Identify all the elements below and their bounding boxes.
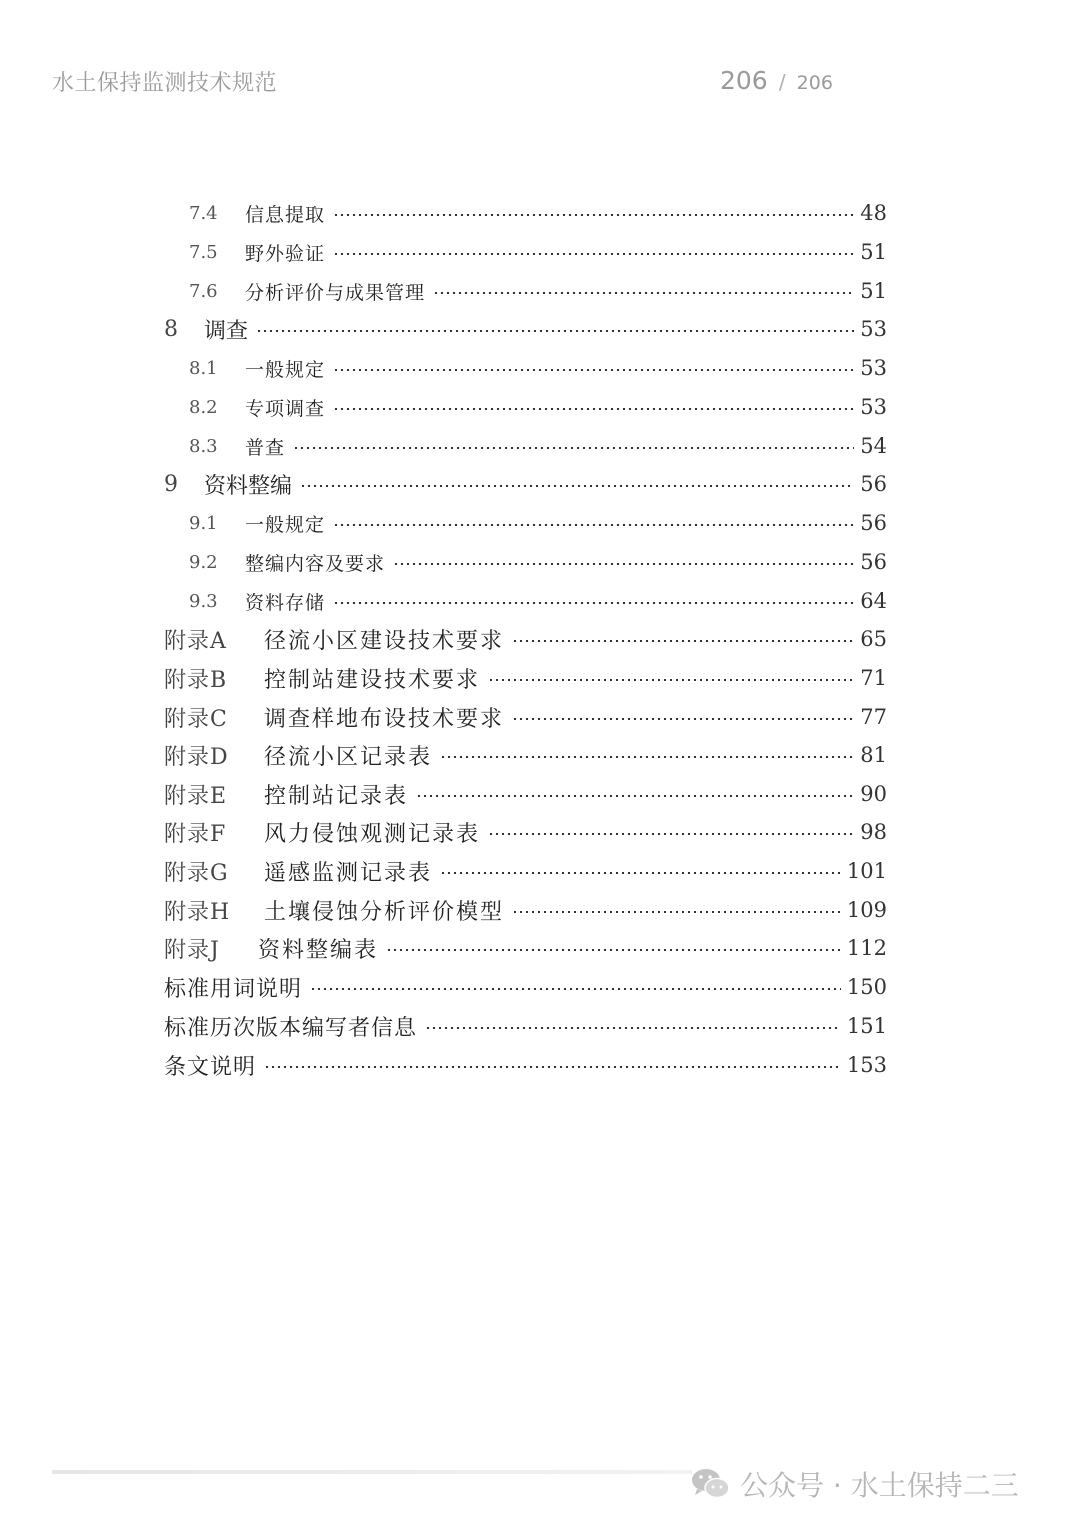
toc-entry-number: 8.1 — [189, 357, 218, 379]
toc-entry-title: 标准用词说明 — [164, 976, 303, 1002]
toc-entry-page: 112 — [846, 936, 887, 960]
toc-entry — [189, 237, 887, 267]
toc-entry-title: 资料整编表 — [258, 937, 379, 963]
toc-entry — [189, 508, 887, 538]
toc-appendix-entry — [164, 933, 887, 963]
toc-entry-number: 7.6 — [189, 280, 218, 302]
toc-chapter-entry — [164, 469, 887, 499]
toc-entry-page: 51 — [860, 240, 887, 264]
toc-entry-title: 普查 — [245, 436, 286, 459]
toc-entry-page: 53 — [860, 395, 887, 419]
page-separator: / — [778, 70, 786, 94]
toc-entry — [164, 1011, 887, 1041]
toc-entry-title: 一般规定 — [245, 358, 326, 381]
toc-entry-title: 信息提取 — [245, 203, 326, 226]
toc-entry-title: 径流小区记录表 — [264, 744, 433, 770]
dot-leader — [425, 1027, 841, 1029]
toc-entry-title: 控制站建设技术要求 — [264, 667, 481, 693]
wechat-icon — [690, 1466, 732, 1502]
toc-entry-title: 控制站记录表 — [264, 783, 409, 809]
footer-divider — [52, 1470, 692, 1474]
toc-entry-title: 一般规定 — [245, 513, 326, 536]
toc-entry-page: 65 — [860, 627, 887, 651]
toc-entry-number: 9 — [164, 471, 178, 497]
dot-leader — [488, 833, 854, 835]
dot-leader — [264, 1066, 841, 1068]
dot-leader — [256, 330, 854, 332]
toc-entry-page: 98 — [860, 820, 887, 844]
dot-leader — [310, 988, 841, 990]
dot-leader — [416, 795, 854, 797]
toc-entry — [164, 1050, 887, 1080]
toc-entry-title: 风力侵蚀观测记录表 — [264, 821, 481, 847]
toc-entry — [189, 586, 887, 616]
toc-entry-page: 77 — [860, 705, 887, 729]
toc-entry-page: 71 — [860, 666, 887, 690]
dot-leader — [333, 408, 854, 410]
dot-leader — [333, 369, 854, 371]
toc-entry-page: 56 — [860, 511, 887, 535]
toc-appendix-entry — [164, 895, 887, 925]
toc-entry-number: 附录C — [164, 706, 228, 732]
dot-leader — [393, 563, 854, 565]
toc-entry-number: 9.2 — [189, 551, 218, 573]
toc-entry-page: 56 — [860, 550, 887, 574]
dot-leader — [512, 640, 854, 642]
toc-entry-title: 专项调查 — [245, 397, 326, 420]
toc-entry-number: 9.3 — [189, 590, 218, 612]
toc-appendix-entry — [164, 817, 887, 847]
toc-appendix-entry — [164, 856, 887, 886]
toc-entry-title: 条文说明 — [164, 1054, 257, 1080]
watermark — [690, 1462, 1019, 1506]
toc-entry-number: 附录F — [164, 821, 227, 847]
dot-leader — [333, 253, 854, 255]
toc-entry-page: 101 — [846, 859, 887, 883]
dot-leader — [488, 679, 854, 681]
toc-entry-number: 附录E — [164, 783, 228, 809]
document-header — [0, 0, 1080, 120]
toc-entry-page: 51 — [860, 279, 887, 303]
toc-entry-number: 附录G — [164, 860, 229, 886]
toc-entry-page: 53 — [860, 317, 887, 341]
toc-entry-title: 径流小区建设技术要求 — [264, 628, 505, 654]
toc-entry-page: 54 — [860, 434, 887, 458]
toc-entry-title: 资料整编 — [204, 473, 293, 499]
page-indicator — [720, 66, 833, 95]
toc-entry-title: 遥感监测记录表 — [264, 860, 433, 886]
toc-entry-page: 151 — [846, 1014, 887, 1038]
toc-entry-page: 81 — [860, 743, 887, 767]
toc-entry — [164, 972, 887, 1002]
toc-entry-title: 标准历次版本编写者信息 — [164, 1015, 418, 1041]
toc-entry — [189, 276, 887, 306]
toc-entry-page: 56 — [860, 472, 887, 496]
toc-entry-title: 野外验证 — [245, 242, 326, 265]
toc-entry-page: 48 — [860, 201, 887, 225]
toc-entry-title: 土壤侵蚀分析评价模型 — [264, 899, 505, 925]
toc-entry — [189, 547, 887, 577]
toc-entry — [189, 431, 887, 461]
current-page-number: 206 — [720, 66, 768, 95]
toc-entry-page: 150 — [846, 975, 887, 999]
dot-leader — [512, 718, 854, 720]
toc-appendix-entry — [164, 663, 887, 693]
toc-entry-number: 附录D — [164, 744, 229, 770]
dot-leader — [440, 756, 854, 758]
dot-leader — [333, 214, 854, 216]
toc-entry-page: 109 — [846, 898, 887, 922]
dot-leader — [293, 447, 854, 449]
toc-entry-title: 调查 — [204, 318, 249, 344]
toc-entry-number: 7.5 — [189, 241, 218, 263]
toc-entry-number: 9.1 — [189, 512, 218, 534]
toc-entry-number: 附录A — [164, 628, 227, 654]
dot-leader — [433, 292, 854, 294]
toc-entry-number: 附录B — [164, 667, 228, 693]
total-page-count: 206 — [796, 72, 833, 94]
toc-entry-number: 8.3 — [189, 435, 218, 457]
toc-entry — [189, 392, 887, 422]
toc-entry-title: 调查样地布设技术要求 — [264, 706, 505, 732]
toc-entry-title: 资料存储 — [245, 591, 326, 614]
dot-leader — [333, 524, 854, 526]
toc-appendix-entry — [164, 702, 887, 732]
toc-appendix-entry — [164, 779, 887, 809]
toc-chapter-entry — [164, 314, 887, 344]
toc-entry-number: 8.2 — [189, 396, 218, 418]
toc-appendix-entry — [164, 624, 887, 654]
toc-entry-number: 附录J — [164, 937, 220, 963]
toc-entry-page: 64 — [860, 589, 887, 613]
toc-entry-title: 整编内容及要求 — [245, 552, 386, 575]
dot-leader — [512, 911, 841, 913]
toc-appendix-entry — [164, 740, 887, 770]
dot-leader — [333, 602, 854, 604]
toc-entry-number: 附录H — [164, 899, 231, 925]
toc-entry-page: 90 — [860, 782, 887, 806]
toc-entry — [189, 198, 887, 228]
toc-entry-number: 8 — [164, 316, 178, 342]
document-title: 水土保持监测技术规范 — [52, 71, 278, 96]
dot-leader — [386, 949, 841, 951]
dot-leader — [440, 872, 841, 874]
toc-entry-number: 7.4 — [189, 202, 218, 224]
toc-entry-page: 153 — [846, 1053, 887, 1077]
dot-leader — [300, 485, 854, 487]
toc-entry — [189, 353, 887, 383]
watermark-text: 公众号 · 水土保持二三 — [740, 1469, 1019, 1502]
toc-entry-title: 分析评价与成果管理 — [245, 281, 426, 304]
toc-entry-page: 53 — [860, 356, 887, 380]
